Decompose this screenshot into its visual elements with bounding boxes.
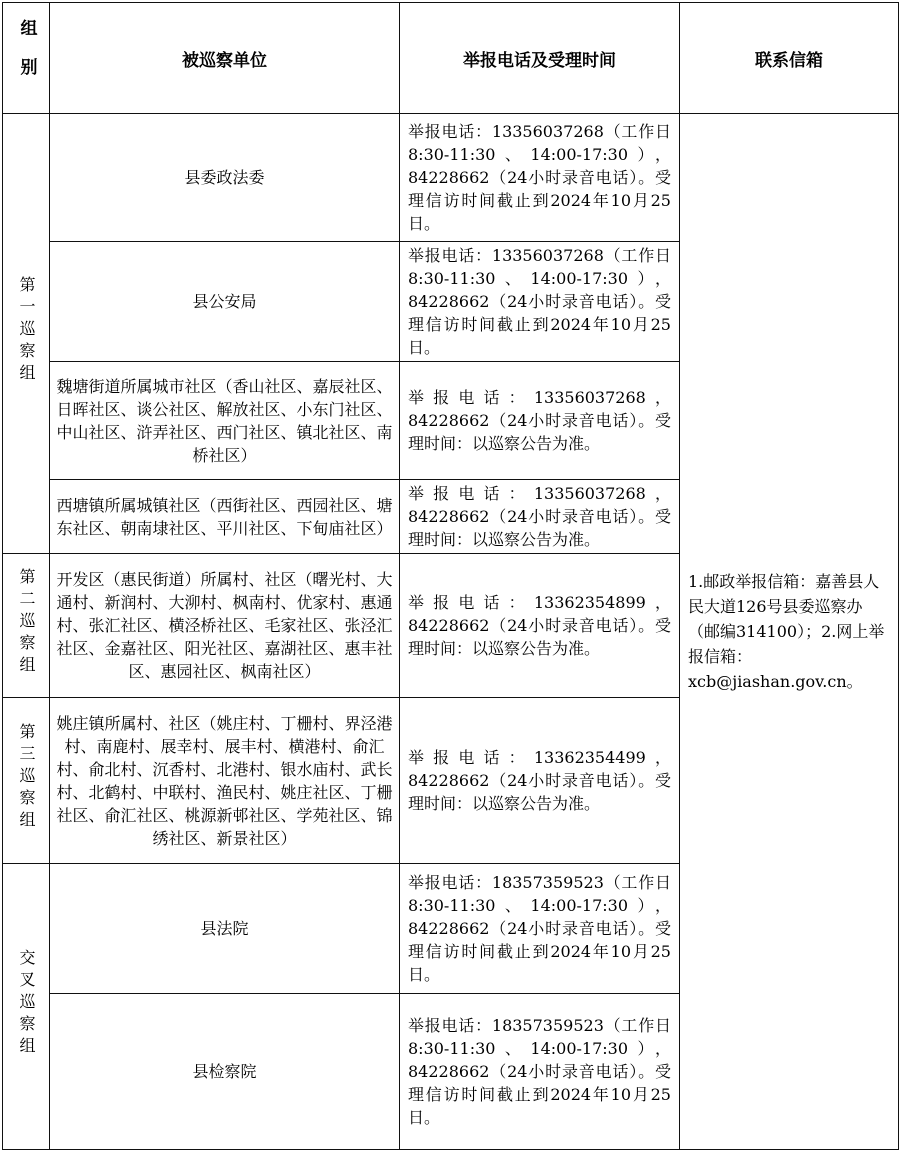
- phone-cell: 举报电话：18357359523（工作日8:30-11:30、14:00-17:30），84228662（24小时录音电话）。受理信访时间截止到2024年10月25日。: [400, 864, 680, 994]
- header-group: 组别: [3, 3, 50, 114]
- phone-cell: 举报电话：13356037268（工作日8:30-11:30、14:00-17:30），84228662（24小时录音电话）。受理信访时间截止到2024年10月25日。: [400, 242, 680, 362]
- unit-cell: 县检察院: [50, 994, 400, 1150]
- phone-cell: 举报电话：13362354499，84228662（24小时录音电话）。受理时间：以巡察公告为准。: [400, 698, 680, 864]
- phone-cell: 举报电话：13356037268（工作日8:30-11:30、14:00-17:30），84228662（24小时录音电话）。受理信访时间截止到2024年10月25日。: [400, 114, 680, 242]
- unit-cell: 魏塘街道所属城市社区（香山社区、嘉辰社区、日晖社区、谈公社区、解放社区、小东门社区、中山社区、浒弄社区、西门社区、镇北社区、南桥社区）: [50, 362, 400, 480]
- header-mail: 联系信箱: [680, 3, 899, 114]
- header-phone: 举报电话及受理时间: [400, 3, 680, 114]
- unit-cell: 县委政法委: [50, 114, 400, 242]
- unit-cell: 县法院: [50, 864, 400, 994]
- group-label: 交叉巡察组: [17, 948, 36, 1059]
- group-label: 第一巡察组: [17, 275, 36, 386]
- unit-cell: 西塘镇所属城镇社区（西街社区、西园社区、塘东社区、朝南埭社区、平川社区、下甸庙社区）: [50, 480, 400, 554]
- phone-cell: 举报电话：18357359523（工作日8:30-11:30、14:00-17:30），84228662（24小时录音电话）。受理信访时间截止到2024年10月25日。: [400, 994, 680, 1150]
- group-cell-2: [3, 554, 50, 698]
- unit-cell: 开发区（惠民街道）所属村、社区（曙光村、大通村、新润村、大泖村、枫南村、优家村、惠通村、张汇社区、横泾桥社区、毛家社区、张泾汇社区、金嘉社区、阳光社区、嘉湖社区、惠丰社区、惠园社区、枫南社区）: [50, 554, 400, 698]
- group-label: 第二巡察组: [17, 567, 36, 678]
- group-cell-4: [3, 864, 50, 1150]
- group-label: 第三巡察组: [17, 722, 36, 833]
- phone-cell: 举报电话：13362354899，84228662（24小时录音电话）。受理时间：以巡察公告为准。: [400, 554, 680, 698]
- group-cell-3: [3, 698, 50, 864]
- group-cell-1: [3, 114, 50, 554]
- inspection-contact-table: [2, 2, 899, 1150]
- header-unit: 被巡察单位: [50, 3, 400, 114]
- header-row: [3, 3, 899, 114]
- unit-cell: 县公安局: [50, 242, 400, 362]
- table-row: [3, 114, 899, 242]
- phone-cell: 举报电话：13356037268，84228662（24小时录音电话）。受理时间：以巡察公告为准。: [400, 362, 680, 480]
- mail-cell: 1.邮政举报信箱：嘉善县人民大道126号县委巡察办（邮编314100）；2.网上举报信箱：xcb@jiashan.gov.cn。: [680, 114, 899, 1150]
- unit-cell: 姚庄镇所属村、社区（姚庄村、丁栅村、界泾港村、南鹿村、展幸村、展丰村、横港村、俞汇村、俞北村、沉香村、北港村、银水庙村、武长村、北鹤村、中联村、渔民村、姚庄社区、丁栅社区、俞汇社区、桃源新邨社区、学苑社区、锦绣社区、新景社区）: [50, 698, 400, 864]
- phone-cell: 举报电话：13356037268，84228662（24小时录音电话）。受理时间：以巡察公告为准。: [400, 480, 680, 554]
